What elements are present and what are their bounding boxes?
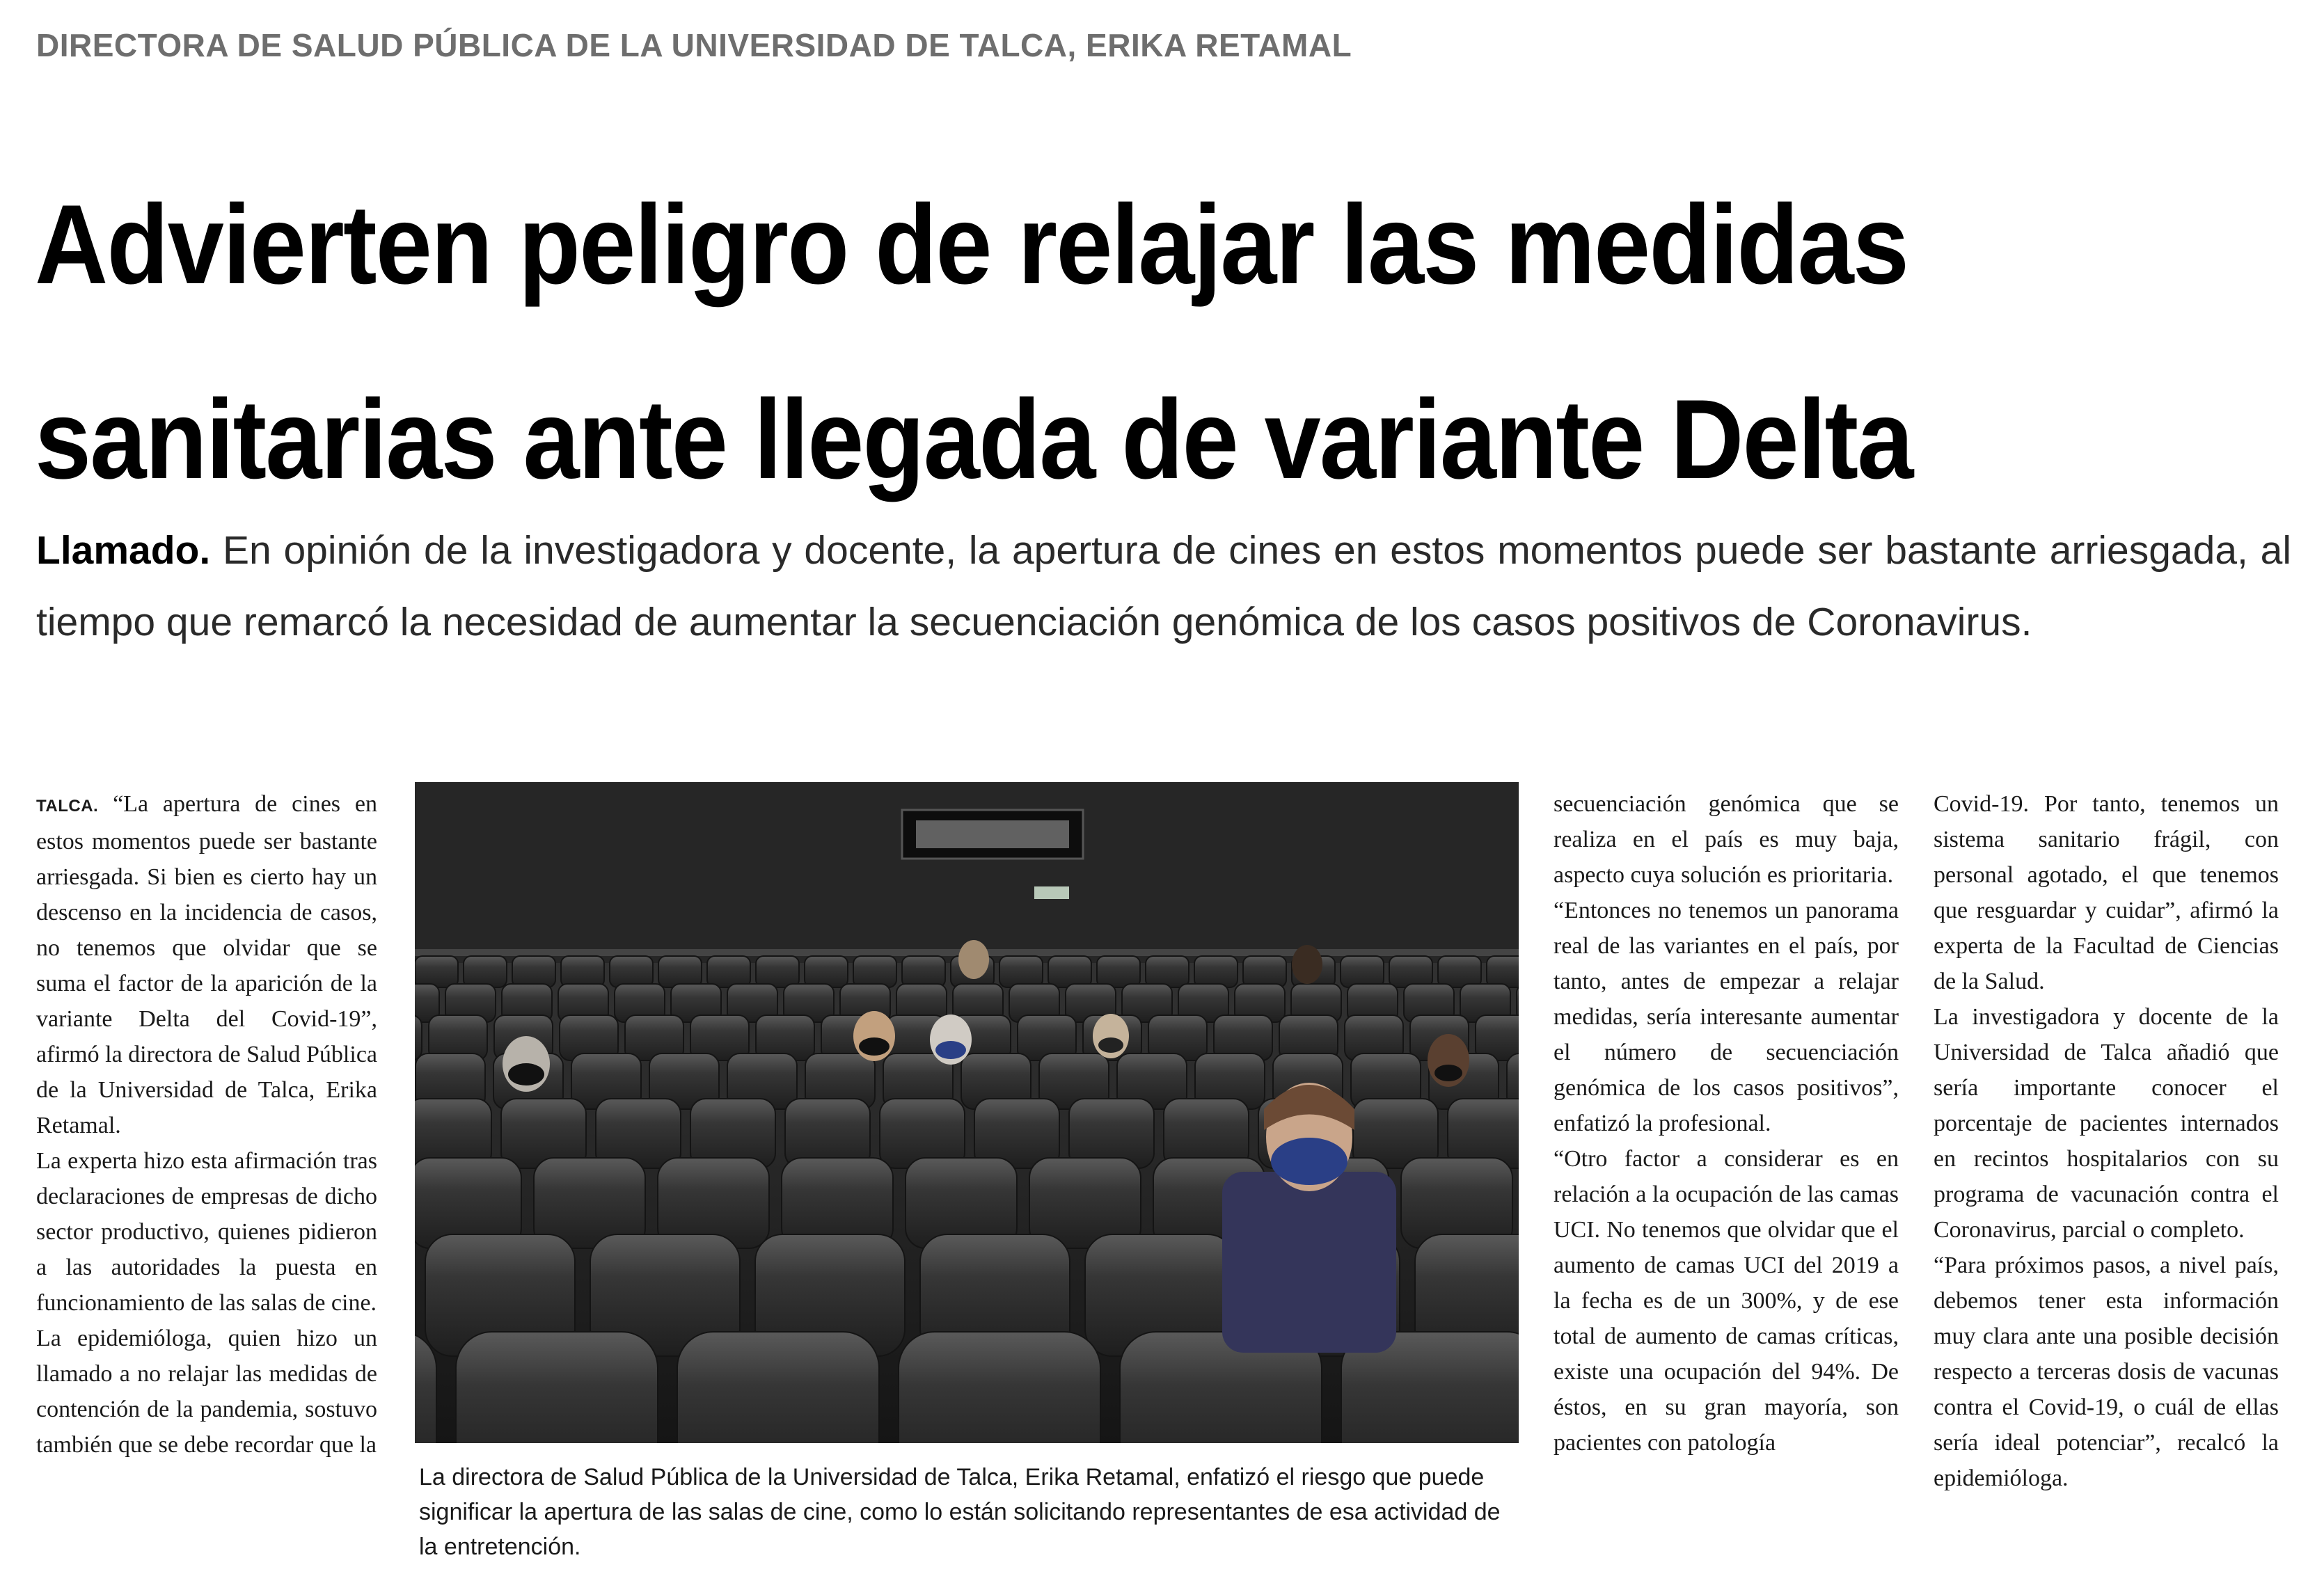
cinema-seat bbox=[610, 956, 653, 987]
cinema-seat bbox=[1194, 956, 1238, 987]
body-column-4 bbox=[1934, 786, 2279, 1496]
audience-member bbox=[1428, 1034, 1469, 1087]
audience-member bbox=[1292, 945, 1322, 984]
photo-caption: La directora de Salud Pública de la Universidad de Talca, Erika Retamal, enfatizó el riesgo que puede significar la apertura de las salas de cine, como lo están solicitando representantes de esa actividad de la entretención. bbox=[419, 1464, 1501, 1560]
cinema-seat bbox=[677, 1332, 879, 1443]
headline bbox=[35, 148, 2077, 537]
body-paragraph: La epidemióloga, quien hizo un llamado a no relajar las medidas de contención de la pandemia, sostuvo también que se debe recordar que la bbox=[36, 1326, 377, 1458]
cinema-seat bbox=[1341, 956, 1384, 987]
cinema-photo-illustration bbox=[415, 782, 1519, 1443]
cinema-seat bbox=[899, 1332, 1100, 1443]
cinema-seat bbox=[1243, 956, 1286, 987]
audience-member bbox=[503, 1036, 550, 1092]
body-paragraph bbox=[36, 786, 377, 1143]
audience-member bbox=[1093, 1014, 1129, 1058]
cinema-seat bbox=[512, 956, 555, 987]
body-paragraph: secuenciación genómica que se realiza en el país es muy baja, aspecto cuya solución es prioritaria. bbox=[1554, 791, 1899, 888]
cinema-seat bbox=[999, 956, 1043, 987]
cinema-seat bbox=[1487, 956, 1519, 987]
deck bbox=[36, 515, 2291, 658]
headline-line-1: Advierten peligro de relajar las medidas bbox=[35, 182, 1908, 308]
cinema-seat bbox=[415, 1015, 422, 1060]
audience-member bbox=[958, 940, 989, 979]
body-column-1 bbox=[36, 786, 377, 1463]
cinema-seat bbox=[853, 956, 896, 987]
deck-lead: Llamado. bbox=[36, 528, 211, 573]
body-paragraph: “Otro factor a considerar es en relación a la ocupación de las camas UCI. No tenemos que olvidar que el aumento de camas UCI del 2019 a la fecha es de un 300%, y de ese total de aumento de camas críticas, existe una ocupación del 94%. De éstos, en su gran mayoría, son pacientes con patología bbox=[1554, 1146, 1899, 1456]
cinema-seat bbox=[756, 956, 799, 987]
body-paragraph: Covid-19. Por tanto, tenemos un sistema sanitario frágil, con personal agotado, el que tenemos que resguardar y cuidar”, afirmó la experta de la Facultad de Ciencias de la Salud. bbox=[1934, 791, 2279, 994]
body-paragraph: La investigadora y docente de la Universidad de Talca añadió que sería importante conocer el porcentaje de pacientes internados en recintos hospitalarios con su programa de vacunación contra el Coronavirus, parcial o completo. bbox=[1934, 1004, 2279, 1243]
cinema-seat bbox=[456, 1332, 658, 1443]
dateline: TALCA. bbox=[36, 797, 99, 816]
cinema-seat bbox=[707, 956, 750, 987]
cinema-seat bbox=[1389, 956, 1432, 987]
cinema-seat bbox=[805, 956, 848, 987]
cinema-seat bbox=[1146, 956, 1189, 987]
cinema-seat bbox=[464, 956, 507, 987]
kicker: DIRECTORA DE SALUD PÚBLICA DE LA UNIVERSIDAD DE TALCA, ERIKA RETAMAL bbox=[36, 27, 1352, 63]
body-paragraph: La experta hizo esta afirmación tras declaraciones de empresas de dicho sector productivo, quienes pidieron a las autoridades la puesta en funcionamiento de las salas de cine. bbox=[36, 1148, 377, 1316]
cinema-seat bbox=[902, 956, 945, 987]
audience-member bbox=[853, 1011, 895, 1061]
cinema-photo bbox=[415, 782, 1519, 1443]
body-text: “La apertura de cines en estos momentos puede ser bastante arriesgada. Si bien es cierto hay un descenso en la incidencia de casos, no tenemos que olvidar que se suma el factor de la aparición de la variante Delta del Covid-19”, afirmó la directora de Salud Pública de la Universidad de Talca, Erika Retamal. bbox=[36, 791, 377, 1138]
body-paragraph: “Para próximos pasos, a nivel país, debemos tener esta información muy clara ante una posible decisión respecto a terceras dosis de vacunas contra el Covid-19, o cuál de ellas sería ideal potenciar”, recalcó la epidemióloga. bbox=[1934, 1252, 2279, 1491]
audience-member bbox=[930, 1015, 972, 1065]
body-paragraph: “Entonces no tenemos un panorama real de las variantes en el país, por tanto, antes de empezar a relajar medidas, sería interesante aumentar el número de secuenciación genómica de los casos positivos”, enfatizó la profesional. bbox=[1554, 898, 1899, 1136]
cinema-seat bbox=[561, 956, 604, 987]
cinema-seat bbox=[1048, 956, 1091, 987]
body-column-3 bbox=[1554, 786, 1899, 1461]
headline-line-2: sanitarias ante llegada de variante Delta bbox=[35, 376, 1913, 502]
cinema-seat bbox=[1438, 956, 1481, 987]
cinema-seat bbox=[415, 956, 458, 987]
cinema-seat bbox=[1097, 956, 1140, 987]
deck-text: En opinión de la investigadora y docente, la apertura de cines en estos momentos puede ser bastante arriesgada, al tiempo que remarcó la necesidad de aumentar la secuenciación genómica de los casos positivos de Coronavirus. bbox=[36, 528, 2291, 644]
cinema-seat bbox=[658, 956, 702, 987]
